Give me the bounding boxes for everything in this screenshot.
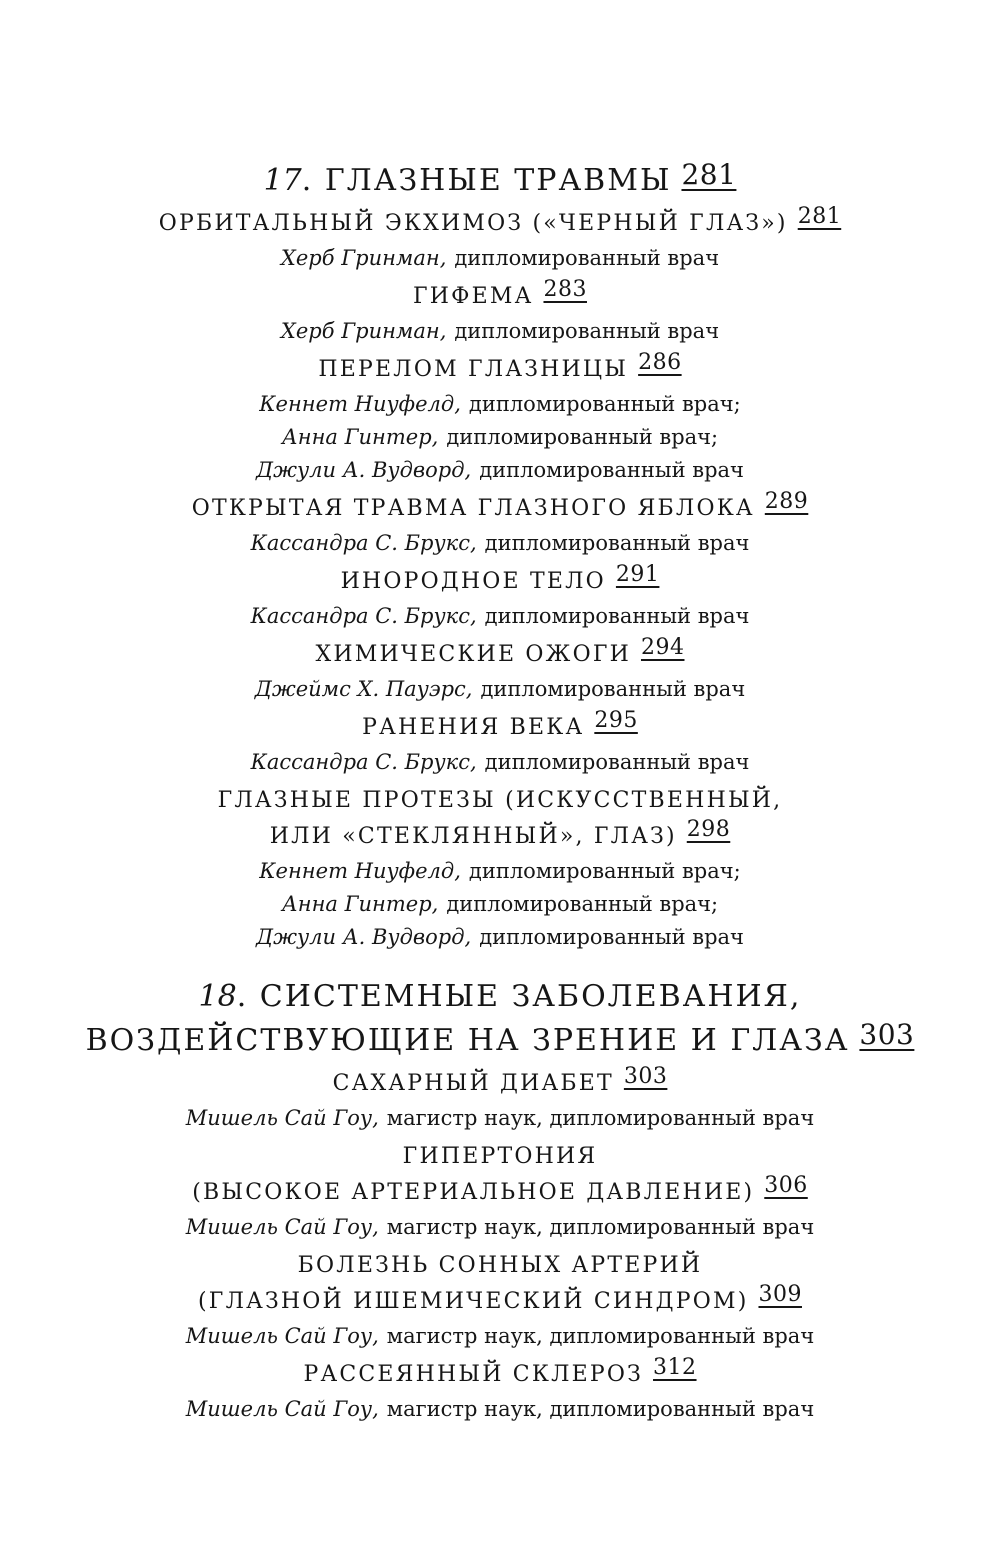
page-number[interactable]: 291	[615, 562, 660, 587]
author-name: Херб Гринман,	[280, 246, 447, 270]
page-number[interactable]: 281	[797, 204, 842, 229]
author-credential: дипломированный врач	[479, 925, 744, 949]
author-line	[0, 454, 1000, 487]
author-name: Анна Гинтер,	[281, 892, 439, 916]
page-number[interactable]: 286	[638, 350, 682, 375]
entry-title: РАНЕНИЯ ВЕКА 295	[0, 710, 1000, 746]
entry-title: ПЕРЕЛОМ ГЛАЗНИЦЫ 286	[0, 352, 1000, 388]
author-name: Кассандра С. Брукс,	[250, 604, 477, 628]
author-credential: магистр наук, дипломированный врач	[386, 1324, 815, 1348]
page-number[interactable]: 294	[640, 635, 685, 660]
author-line	[0, 1102, 1000, 1135]
author-credential: магистр наук, дипломированный врач	[386, 1397, 815, 1421]
page-number[interactable]: 295	[594, 708, 638, 733]
toc-entry[interactable]	[0, 783, 1000, 954]
author-name: Кеннет Ниуфелд,	[259, 392, 461, 416]
author-name: Мишель Сай Гоу,	[185, 1324, 379, 1348]
author-line	[0, 242, 1000, 275]
chapter-title: 18. СИСТЕМНЫЕ ЗАБОЛЕВАНИЯ,	[198, 979, 802, 1014]
author-line	[0, 1320, 1000, 1353]
author-credential: дипломированный врач	[484, 531, 750, 555]
page-number[interactable]: 281	[681, 158, 737, 191]
entry-title: ОРБИТАЛЬНЫЙ ЭКХИМОЗ («ЧЕРНЫЙ ГЛАЗ») 281	[0, 206, 1000, 242]
page-number[interactable]: 303	[859, 1018, 915, 1051]
toc-entry[interactable]	[0, 1066, 1000, 1135]
author-credential: дипломированный врач	[454, 246, 720, 270]
toc-entry[interactable]	[0, 279, 1000, 348]
entry-title: ОТКРЫТАЯ ТРАВМА ГЛАЗНОГО ЯБЛОКА 289	[0, 491, 1000, 527]
entry-title: САХАРНЫЙ ДИАБЕТ 303	[0, 1066, 1000, 1102]
author-credential: дипломированный врач;	[446, 425, 719, 449]
chapter-18	[0, 976, 1000, 1426]
author-line	[0, 855, 1000, 888]
author-credential: дипломированный врач;	[468, 859, 741, 883]
entry-title: ГИФЕМА 283	[0, 279, 1000, 315]
author-line	[0, 921, 1000, 954]
toc-entry[interactable]	[0, 491, 1000, 560]
author-credential: дипломированный врач;	[468, 392, 741, 416]
page-number[interactable]: 312	[653, 1355, 697, 1380]
author-line	[0, 600, 1000, 633]
entry-title: РАССЕЯННЫЙ СКЛЕРОЗ 312	[0, 1357, 1000, 1393]
author-name: Кассандра С. Брукс,	[250, 750, 477, 774]
chapter-number: 17	[263, 163, 302, 198]
chapter-17	[0, 160, 1000, 954]
entry-title: ГИПЕРТОНИЯ	[402, 1144, 598, 1169]
toc-entry[interactable]	[0, 564, 1000, 633]
author-line	[0, 315, 1000, 348]
author-name: Мишель Сай Гоу,	[185, 1106, 379, 1130]
author-line	[0, 1211, 1000, 1244]
author-line	[0, 388, 1000, 421]
author-line	[0, 673, 1000, 706]
page-number[interactable]: 309	[758, 1282, 802, 1307]
author-credential: дипломированный врач	[484, 604, 750, 628]
author-line	[0, 421, 1000, 454]
toc-entry[interactable]	[0, 1139, 1000, 1244]
author-line	[0, 888, 1000, 921]
author-credential: магистр наук, дипломированный врач	[386, 1106, 815, 1130]
entry-title-line-2: ИЛИ «СТЕКЛЯННЫЙ», ГЛАЗ) 298	[0, 819, 1000, 855]
author-name: Мишель Сай Гоу,	[185, 1215, 379, 1239]
author-name: Анна Гинтер,	[281, 425, 439, 449]
author-line	[0, 746, 1000, 779]
author-name: Мишель Сай Гоу,	[185, 1397, 379, 1421]
page-number[interactable]: 303	[623, 1064, 668, 1089]
author-line	[0, 527, 1000, 560]
toc-entry[interactable]	[0, 1248, 1000, 1353]
author-name: Джули А. Вудворд,	[256, 458, 472, 482]
entry-title-line-2: (ВЫСОКОЕ АРТЕРИАЛЬНОЕ ДАВЛЕНИЕ) 306	[0, 1175, 1000, 1211]
chapter-title-text: ГЛАЗНЫЕ ТРАВМЫ	[324, 163, 672, 198]
author-name: Джули А. Вудворд,	[256, 925, 472, 949]
entry-title: БОЛЕЗНЬ СОННЫХ АРТЕРИЙ	[297, 1253, 703, 1278]
page-number[interactable]: 306	[764, 1173, 808, 1198]
toc-entry[interactable]	[0, 1357, 1000, 1426]
entry-title: ХИМИЧЕСКИЕ ОЖОГИ 294	[0, 637, 1000, 673]
page-number[interactable]: 289	[764, 489, 809, 514]
toc-entry[interactable]	[0, 637, 1000, 706]
author-credential: дипломированный врач	[479, 458, 744, 482]
chapter-title-line-2: ВОЗДЕЙСТВУЮЩИЕ НА ЗРЕНИЕ И ГЛАЗА 303	[0, 1020, 1000, 1062]
author-name: Херб Гринман,	[280, 319, 447, 343]
author-name: Кассандра С. Брукс,	[250, 531, 477, 555]
toc-entry[interactable]	[0, 710, 1000, 779]
toc-entry[interactable]	[0, 352, 1000, 487]
author-credential: дипломированный врач	[454, 319, 720, 343]
chapter-title-text: СИСТЕМНЫЕ ЗАБОЛЕВАНИЯ,	[259, 979, 802, 1014]
author-name: Джеймс Х. Пауэрс,	[254, 677, 473, 701]
author-line	[0, 1393, 1000, 1426]
chapter-title: 17. ГЛАЗНЫЕ ТРАВМЫ 281	[0, 160, 1000, 202]
author-credential: дипломированный врач;	[446, 892, 719, 916]
page-number[interactable]: 298	[686, 817, 731, 842]
entry-title: ИНОРОДНОЕ ТЕЛО 291	[0, 564, 1000, 600]
toc-entry[interactable]	[0, 206, 1000, 275]
entry-title-line-2: (ГЛАЗНОЙ ИШЕМИЧЕСКИЙ СИНДРОМ) 309	[0, 1284, 1000, 1320]
author-credential: дипломированный врач	[484, 750, 750, 774]
page-number[interactable]: 283	[543, 277, 587, 302]
entry-title: ГЛАЗНЫЕ ПРОТЕЗЫ (ИСКУССТВЕННЫЙ,	[217, 788, 783, 813]
author-credential: дипломированный врач	[480, 677, 746, 701]
chapter-number: 18	[198, 979, 237, 1014]
author-credential: магистр наук, дипломированный врач	[386, 1215, 815, 1239]
author-name: Кеннет Ниуфелд,	[259, 859, 461, 883]
